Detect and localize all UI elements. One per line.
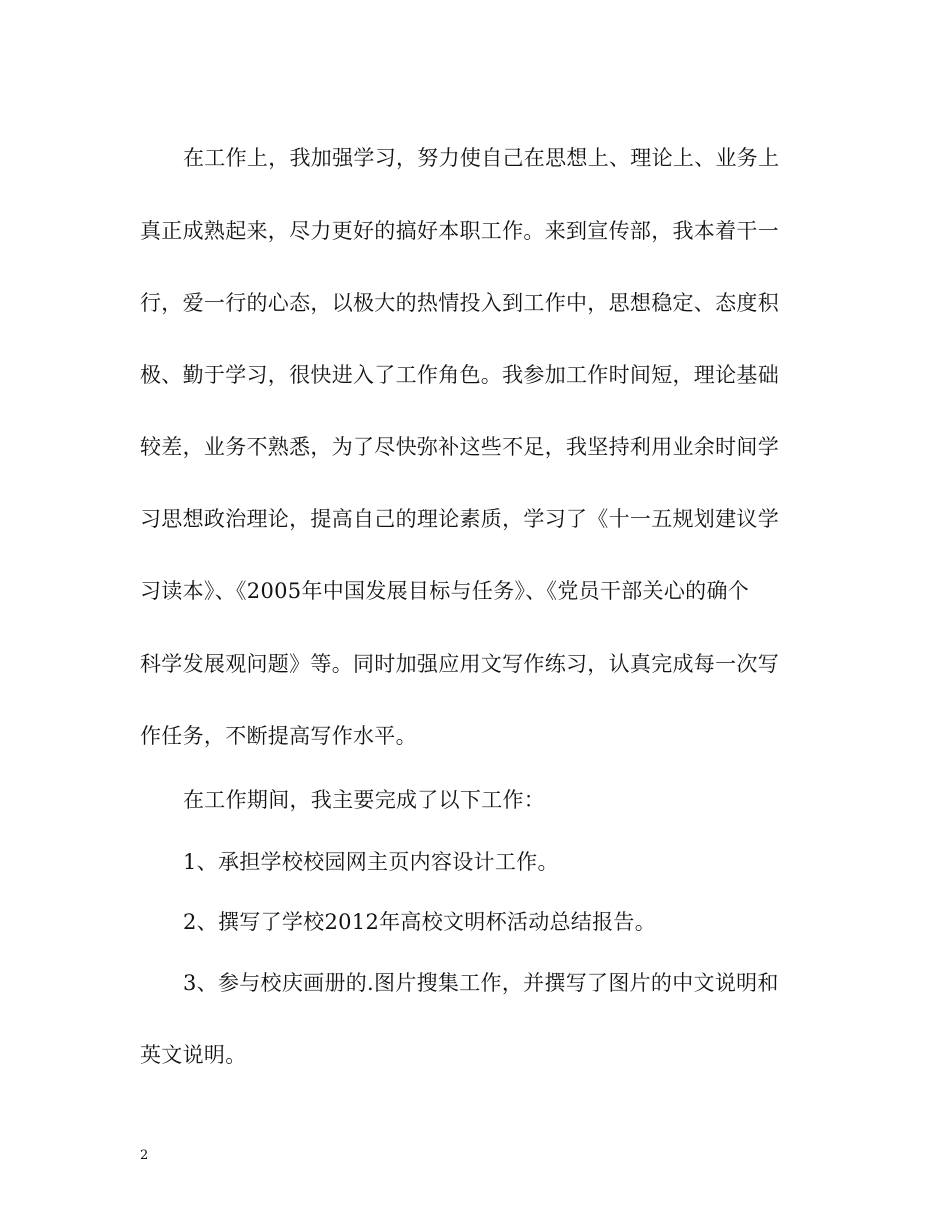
paragraph-line: 在工作期间，我主要完成了以下工作：: [183, 788, 546, 812]
paragraph-line: 真正成熟起来，尽力更好的搞好本职工作。来到宣传部，我本着干一: [140, 219, 779, 243]
paragraph-line: 科学发展观问题》等。同时加强应用文写作练习，认真完成每一次写: [140, 652, 779, 676]
paragraph-line: 极、勤于学习，很快进入了工作角色。我参加工作时间短，理论基础: [140, 363, 779, 387]
paragraph-line: 作任务，不断提高写作水平。: [140, 724, 417, 748]
page-number: 2: [140, 1148, 149, 1163]
list-item: 2、撰写了学校2012年高校文明杯活动总结报告。: [183, 910, 657, 934]
paragraph-line: 较差，业务不熟悉，为了尽快弥补这些不足，我坚持利用业余时间学: [140, 435, 779, 459]
paragraph-line: 在工作上，我加强学习，努力使自己在思想上、理论上、业务上: [183, 146, 780, 170]
list-item: 1、承担学校校园网主页内容设计工作。: [183, 850, 559, 874]
list-item: 3、参与校庆画册的.图片搜集工作，并撰写了图片的中文说明和: [183, 971, 779, 995]
paragraph-line: 习思想政治理论，提高自己的理论素质，学习了《十一五规划建议学: [140, 507, 779, 531]
paragraph-line: 行，爱一行的心态，以极大的热情投入到工作中，思想稳定、态度积: [140, 291, 779, 315]
list-item-continuation: 英文说明。: [140, 1043, 247, 1067]
paragraph-line: 习读本》、《2005年中国发展目标与任务》、《党员干部关心的确个: [140, 579, 750, 603]
